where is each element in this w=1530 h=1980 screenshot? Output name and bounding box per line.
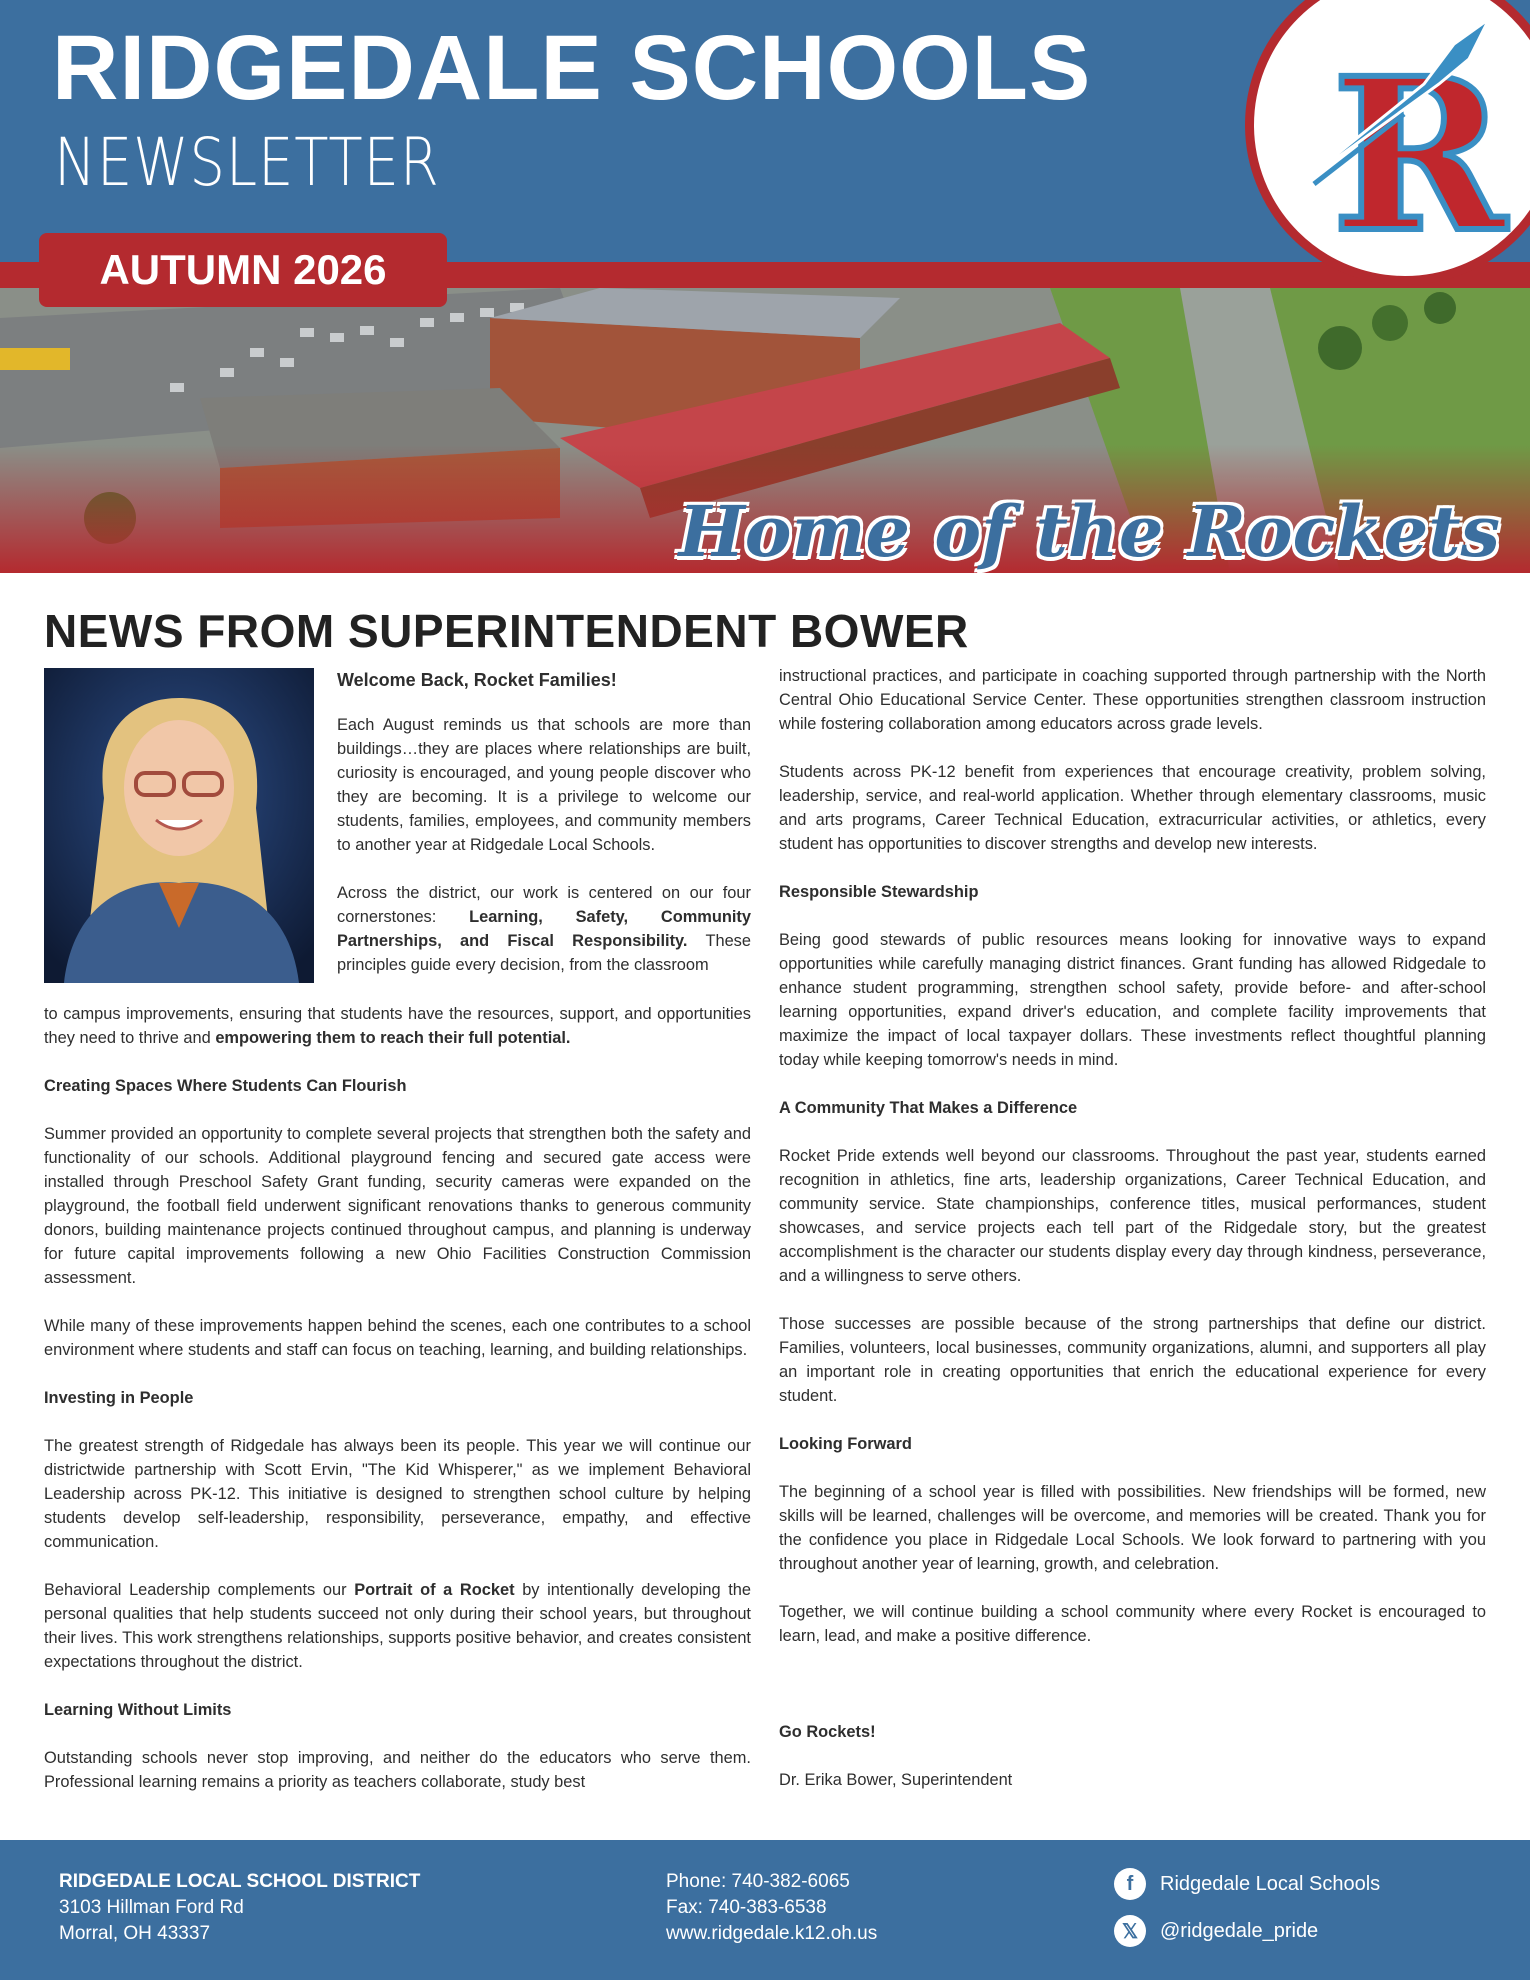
forward-paragraph-1: The beginning of a school year is filled with possibilities. New friendships will be formed, new skills will be learned, challenges will be overcome, and memories will be created. Thank you for the confidence you place in Ridgedale Local Schools. We look forward to partnering with you throughout another year of learning, growth, and celebration. [779,1483,1486,1573]
people-paragraph-2: Behavioral Leadership complements our Portrait of a Rocket by intentionally developing the personal qualities that help students succeed not only during their school years, but throughout their lives. This work strengthens relationships, supports positive behavior, and creates consistent expectations throughout the district. [44,1581,751,1671]
x-icon: 𝕏 [1114,1915,1146,1947]
facebook-icon: f [1114,1868,1146,1900]
fax-number: Fax: 740-383-6538 [666,1897,827,1918]
article-headline: NEWS FROM SUPERINTENDENT BOWER [44,605,969,657]
footer-address [59,1869,420,1947]
flourish-paragraph-2: While many of these improvements happen behind the scenes, each one contributes to a school environment where students and staff can focus on teaching, learning, and building relationships. [44,1317,751,1359]
right-column [779,664,1486,1792]
section-heading-people: Investing in People [44,1389,194,1407]
learning-paragraph-1-cont: instructional practices, and participate in coaching supported through partnership with the North Central Ohio Educational Service Center. These opportunities strengthen classroom instruction while fostering collaboration among educators across grade levels. [779,667,1486,733]
section-heading-stewardship: Responsible Stewardship [779,883,979,901]
flourish-paragraph-1: Summer provided an opportunity to complete several projects that strengthen both the safety and functionality of our schools. Additional playground fencing and secured gate access were installed through Preschool Safety Grant funding, security cameras were expanded on the playground, the football field underwent significant renovations thanks to generous community donors, building maintenance projects continued throughout campus, and planning is underway for future capital improvements following a new Ohio Facilities Construction Commission assessment. [44,1125,751,1287]
footer-social [1114,1867,1380,1961]
learning-paragraph-1: Outstanding schools never stop improving, and neither do the educators who serve them. Professional learning remains a priority as teachers collaborate, study best [44,1749,751,1791]
season-badge: AUTUMN 2026 [39,233,447,307]
phone-number: Phone: 740-382-6065 [666,1871,850,1892]
section-heading-flourish: Creating Spaces Where Students Can Flourish [44,1077,407,1095]
district-name: RIDGEDALE LOCAL SCHOOL DISTRICT [59,1871,421,1892]
intro-paragraph-1: Each August reminds us that schools are more than buildings…they are places where relationships are built, curiosity is encouraged, and young people discover who they are becoming. It is a privilege to welcome our students, families, employees, and community members to another year at Ridgedale Local Schools. [337,716,751,854]
intro-paragraph-2-cont: to campus improvements, ensuring that students have the resources, support, and opportunities they need to thrive and empowering them to reach their full potential. [44,1005,751,1047]
learning-paragraph-2: Students across PK-12 benefit from experiences that encourage creativity, problem solving, leadership, service, and real-world application. Whether through elementary classrooms, music and arts programs, Career Technical Education, extracurricular activities, or athletics, every student has opportunities to discover strengths and develop new interests. [779,763,1486,853]
newsletter-title: RIDGEDALE SCHOOLS [52,17,1092,119]
signature: Dr. Erika Bower, Superintendent [779,1771,1013,1789]
footer-contact [666,1869,877,1947]
intro-column [337,668,751,977]
newsletter-subtitle: NEWSLETTER [54,124,440,201]
intro-paragraph-2: Across the district, our work is centered on our four cornerstones: Learning, Safety, Community Partnerships, and Fiscal Responsibility. These principles guide every decision, from the classroom [337,884,752,974]
x-handle: @ridgedale_pride [1160,1919,1319,1942]
facebook-link[interactable] [1114,1867,1380,1901]
community-paragraph-2: Those successes are possible because of the strong partnerships that define our district. Families, volunteers, local businesses, community organizations, alumni, and supporters all play an important role in creating opportunities that enrich the educational experience for every student. [779,1315,1486,1405]
street-address: 3103 Hillman Ford Rd [59,1897,244,1918]
section-heading-learning: Learning Without Limits [44,1701,232,1719]
x-link[interactable] [1114,1914,1380,1948]
stewardship-paragraph: Being good stewards of public resources means looking for innovative ways to expand opportunities while carefully managing district finances. Grant funding has allowed Ridgedale to enhance student programming, strengthen school safety, provide before- and after-school learning opportunities, expand driver's education, and complete facility improvements that maximize the impact of local taxpayer dollars. These investments reflect thoughtful planning today while keeping tomorrow's needs in mind. [779,931,1486,1069]
closing-line: Go Rockets! [779,1723,876,1741]
superintendent-portrait [44,668,314,983]
facebook-label: Ridgedale Local Schools [1160,1872,1381,1895]
community-paragraph-1: Rocket Pride extends well beyond our classrooms. Throughout the past year, students earned recognition in athletics, fine arts, leadership organizations, Career Technical Education, and community service. State championships, conference titles, musical performances, student showcases, and service projects each tell part of the Ridgedale story, but the greatest accomplishment is the character our students display every day through kindness, perseverance, and a willingness to serve others. [779,1147,1486,1285]
left-column [44,1002,751,1818]
section-heading-forward: Looking Forward [779,1435,912,1453]
footer [0,1840,1530,1980]
people-paragraph-1: The greatest strength of Ridgedale has always been its people. This year we will continue our districtwide partnership with Scott Ervin, "The Kid Whisperer," as we implement Behavioral Leadership across PK-12. This initiative is designed to strengthen school culture by helping students develop self-leadership, responsibility, perseverance, empathy, and effective communication. [44,1437,751,1551]
website-link[interactable]: www.ridgedale.k12.oh.us [666,1923,878,1944]
welcome-heading: Welcome Back, Rocket Families! [337,670,617,690]
city-address: Morral, OH 43337 [59,1923,211,1944]
rockets-logo [1245,0,1530,285]
tagline: Home of the Rockets [678,490,1500,573]
forward-paragraph-2: Together, we will continue building a school community where every Rocket is encouraged to learn, lead, and make a positive difference. [779,1603,1486,1645]
section-heading-community: A Community That Makes a Difference [779,1099,1078,1117]
logo-letter: R [1331,32,1507,276]
